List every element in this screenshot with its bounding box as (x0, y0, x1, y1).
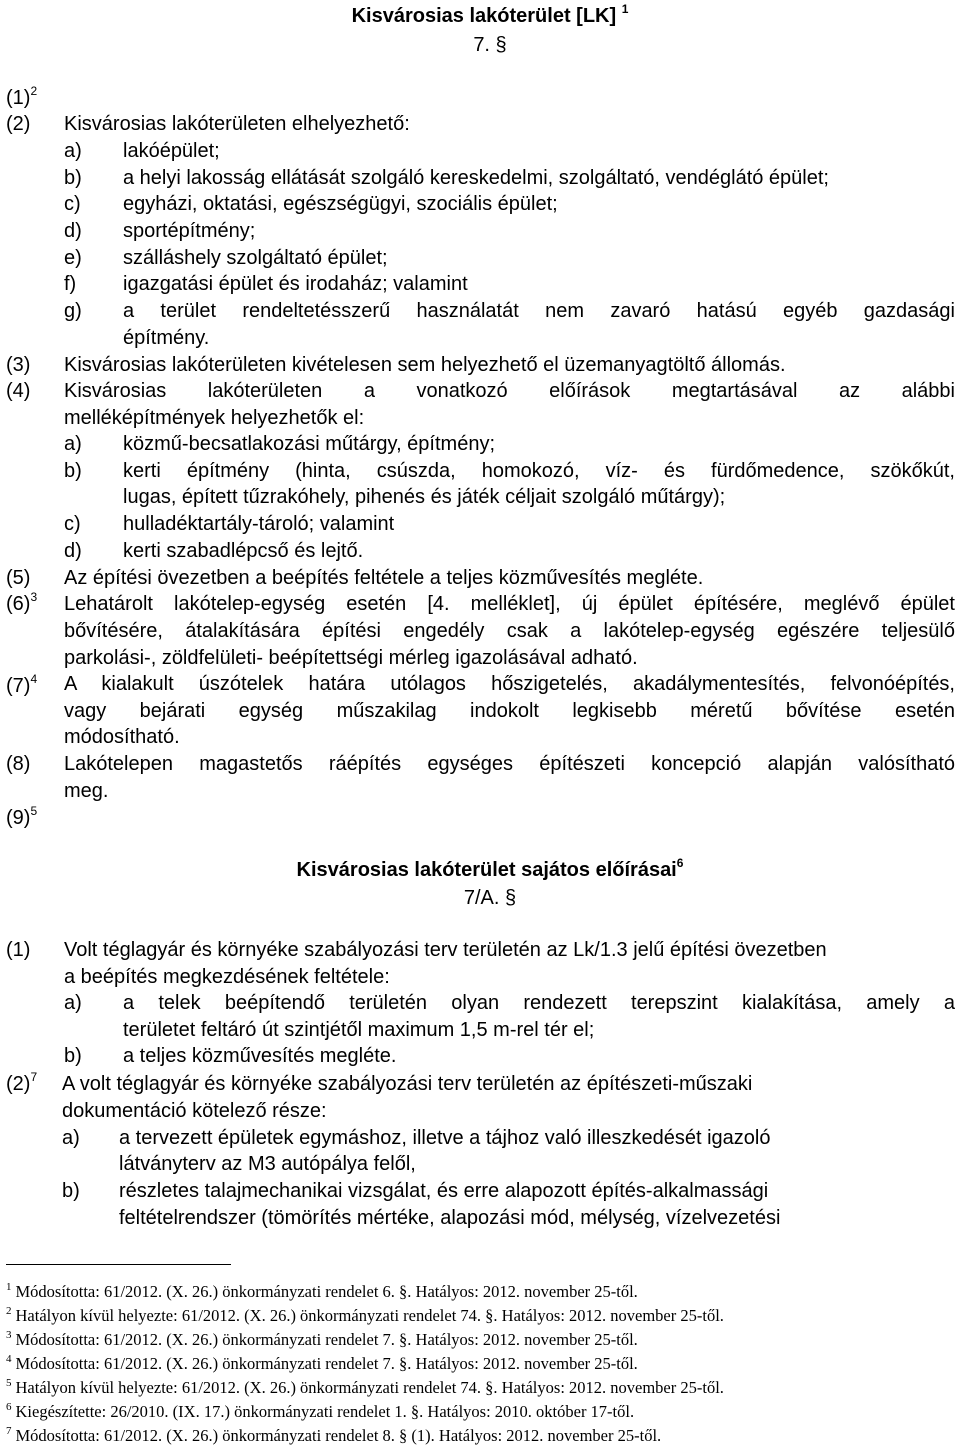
section-number: 7/A. § (463, 887, 517, 909)
heading-title: Kisvárosias lakóterület [LK] (351, 5, 617, 27)
section-heading (0, 4, 960, 28)
paragraph-number: $(6)^3$ (6, 590, 38, 615)
paragraph-text: Az építési övezetben a beépítés feltétele a teljes közművesítés megléte. (64, 567, 704, 589)
paragraph-text: dokumentáció kötelező része: (62, 1100, 327, 1122)
section-number: 7. § (473, 34, 507, 56)
list-marker: a) (64, 433, 82, 455)
list-item: a telek beépítendő területén olyan rendezett terepszint kialakítása, amely a (123, 992, 955, 1014)
footnote-separator (6, 1264, 231, 1265)
paragraph-text: Volt téglagyár és környéke szabályozási terv területén az Lk/1.3 jelű építési övezetben (64, 939, 827, 961)
paragraph-number: $(1)^2$ (6, 84, 38, 109)
list-item: a terület rendeltetésszerű használatát nem zavaró hatású egyéb gazdasági (123, 300, 955, 322)
list-item: a teljes közművesítés megléte. (123, 1045, 397, 1067)
footnote: $^3$ Módosította: 61/2012. (X. 26.) önkormányzati rendelet 7. §. Hatályos: 2012. november 25-től. (6, 1329, 638, 1349)
list-item-continued: építmény. (123, 327, 210, 349)
paragraph-text: A volt téglagyár és környéke szabályozási terv területén az építészeti-műszaki (62, 1073, 753, 1095)
footnote: $^5$ Hatályon kívül helyezte: 61/2012. (X. 26.) önkormányzati rendelet 74. §. Hatályos: 2012. november 25-től. (6, 1377, 724, 1397)
list-item: sportépítmény; (123, 220, 256, 242)
paragraph-text: módosítható. (64, 726, 180, 748)
list-item-continued: lugas, épített tűzrakóhely, pihenés és játék céljait szolgáló műtárgy); (123, 486, 726, 508)
list-item: a tervezett épületek egymáshoz, illetve a tájhoz való illeszkedését igazoló (119, 1127, 771, 1149)
footnote: $^6$ Kiegészítette: 26/2010. (IX. 17.) önkormányzati rendelet 1. §. Hatályos: 2010. október 17-től. (6, 1401, 635, 1421)
footnote: $^2$ Hatályon kívül helyezte: 61/2012. (X. 26.) önkormányzati rendelet 74. §. Hatályos: 2012. november 25-től. (6, 1305, 724, 1325)
paragraph-text: Lehatárolt lakótelep-egység esetén [4. melléklet], új épület építésére, meglévő épület (64, 593, 955, 615)
list-item: egyházi, oktatási, egészségügyi, szociális épület; (123, 193, 558, 215)
footnote: $^7$ Módosította: 61/2012. (X. 26.) önkormányzati rendelet 8. § (1). Hatályos: 2012. november 25-től. (6, 1425, 662, 1445)
section-heading (0, 858, 960, 882)
paragraph-number: $(2)^7$ (6, 1070, 38, 1095)
footnote-ref[interactable]: 4 (30, 672, 38, 686)
footnote: $^1$ Módosította: 61/2012. (X. 26.) önkormányzati rendelet 6. §. Hatályos: 2012. november 25-től. (6, 1281, 638, 1301)
list-marker: b) (64, 1045, 82, 1067)
footnote-ref[interactable]: 2 (30, 84, 38, 98)
list-item-continued: területet feltáró út szintjétől maximum 1,5 m-rel tér el; (123, 1019, 595, 1041)
list-marker: e) (64, 247, 82, 269)
paragraph-text: bővítésére, átalakítására építési engedély csak a lakótelep-egység egészére teljesülő (64, 620, 955, 642)
paragraph-text: Kisvárosias lakóterületen elhelyezhető: (64, 113, 410, 135)
list-item: szálláshely szolgáltató épület; (123, 247, 388, 269)
paragraph-text: A kialakult úszótelek határa utólagos hőszigetelés, akadálymentesítés, felvonóépítés, (64, 673, 955, 695)
list-marker: d) (64, 220, 82, 242)
paragraph-number: (3) (6, 354, 31, 376)
list-marker: a) (64, 140, 82, 162)
list-marker: c) (64, 193, 81, 215)
list-item: részletes talajmechanikai vizsgálat, és erre alapozott építés-alkalmassági (119, 1180, 769, 1202)
list-item: hulladéktartály-tároló; valamint (123, 513, 395, 535)
paragraph-text: a beépítés megkezdésének feltétele: (64, 966, 390, 988)
list-item: közmű-becsatlakozási műtárgy, építmény; (123, 433, 496, 455)
list-item: a helyi lakosság ellátását szolgáló kereskedelmi, szolgáltató, vendéglátó épület; (123, 167, 829, 189)
list-marker: g) (64, 300, 82, 322)
list-item: igazgatási épület és irodaház; valamint (123, 273, 468, 295)
list-item: lakóépület; (123, 140, 220, 162)
paragraph-text: melléképítmények helyezhetők el: (64, 407, 365, 429)
list-marker: a) (64, 992, 82, 1014)
paragraph-number: (4) (6, 380, 31, 402)
list-item: kerti építmény (hinta, csúszda, homokozó, víz- és fürdőmedence, szökőkút, (123, 460, 955, 482)
list-item-continued: feltételrendszer (tömörítés mértéke, alapozási mód, mélység, vízelvezetési (119, 1207, 781, 1229)
paragraph-number: $(7)^4$ (6, 672, 38, 697)
paragraph-text: meg. (64, 780, 109, 802)
paragraph-text: Kisvárosias lakóterületen kivételesen sem helyezhető el üzemanyagtöltő állomás. (64, 354, 786, 376)
list-item: kerti szabadlépcső és lejtő. (123, 540, 364, 562)
footnote-ref[interactable]: 7 (30, 1070, 38, 1084)
list-marker: f) (64, 273, 77, 295)
list-marker: b) (64, 460, 82, 482)
paragraph-number: (5) (6, 567, 31, 589)
list-marker: b) (62, 1180, 80, 1202)
heading-title: Kisvárosias lakóterület sajátos előírásai (296, 859, 677, 881)
list-marker: d) (64, 540, 82, 562)
paragraph-text: vagy bejárati egység műszakilag indokolt legkisebb méretű bővítése esetén (64, 700, 955, 722)
paragraph-text: Kisvárosias lakóterületen a vonatkozó előírások megtartásával az alábbi (64, 380, 955, 402)
paragraph-number: (2) (6, 113, 31, 135)
paragraph-text: Lakótelepen magastetős ráépítés egységes építészeti koncepció alapján valósítható (64, 753, 955, 775)
paragraph-number: (1) (6, 939, 31, 961)
footnote-ref[interactable]: 1 (621, 2, 629, 16)
footnote-ref[interactable]: 5 (30, 804, 38, 818)
list-item-continued: látványterv az M3 autópálya felől, (119, 1153, 416, 1175)
paragraph-number: $(9)^5$ (6, 804, 38, 829)
list-marker: a) (62, 1127, 80, 1149)
list-marker: c) (64, 513, 81, 535)
paragraph-number: (8) (6, 753, 31, 775)
footnote-ref[interactable]: 3 (30, 590, 38, 604)
list-marker: b) (64, 167, 82, 189)
footnote: $^4$ Módosította: 61/2012. (X. 26.) önkormányzati rendelet 7. §. Hatályos: 2012. november 25-től. (6, 1353, 638, 1373)
footnote-ref[interactable]: 6 (676, 856, 684, 870)
paragraph-text: parkolási-, zöldfelületi- beépítettségi mérleg igazolásával adható. (64, 647, 638, 669)
